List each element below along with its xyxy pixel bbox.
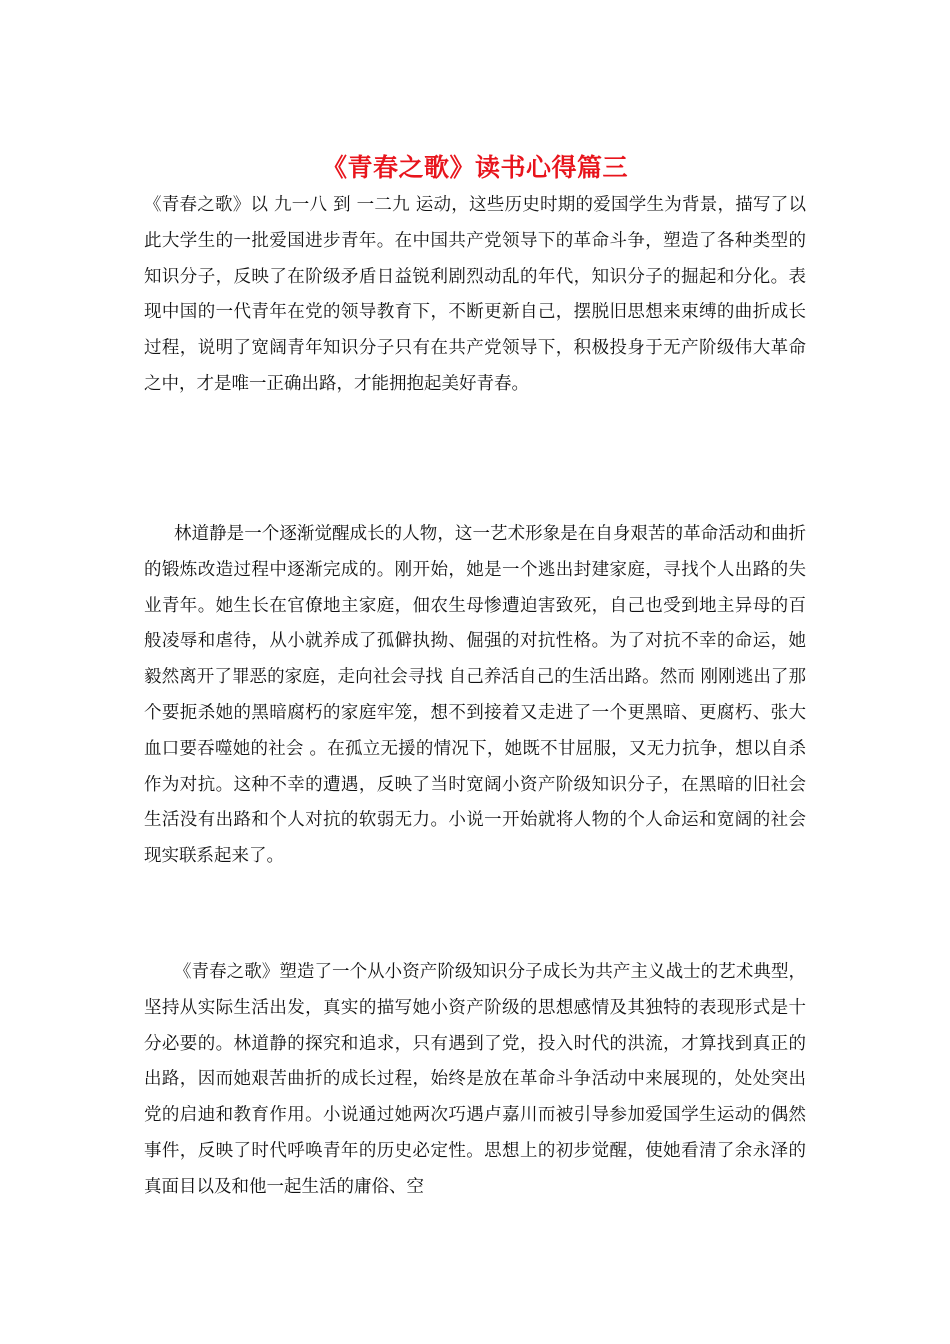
- paragraph-1: 《青春之歌》以 九一八 到 一二九 运动，这些历史时期的爱国学生为背景，描写了以此大学生的一批爱国进步青年。在中国共产党领导下的革命斗争，塑造了各种类型的知识分子，反映了在阶级矛盾日益锐利剧烈动乱的年代，知识分子的掘起和分化。表现中国的一代青年在党的领导教育下，不断更新自己，摆脱旧思想来束缚的曲折成长过程，说明了宽阔青年知识分子只有在共产党领导下，积极投身于无产阶级伟大革命之中，才是唯一正确出路，才能拥抱起美好青春。: [144, 195, 806, 394]
- paragraph-2: 林道静是一个逐渐觉醒成长的人物，这一艺术形象是在自身艰苦的革命活动和曲折的锻炼改造过程中逐渐完成的。刚开始，她是一个逃出封建家庭，寻找个人出路的失业青年。她生长在官僚地主家庭，佃农生母惨遭迫害致死，自己也受到地主异母的百般凌辱和虐待，从小就养成了孤僻执拗、倔强的对抗性格。为了对抗不幸的命运，她毅然离开了罪恶的家庭，走向社会寻找 自己养活自己的生活出路。然而 刚刚逃出了那个要扼杀她的黑暗腐朽的家庭牢笼，想不到接着又走进了一个更黑暗、更腐朽、张大血口要吞噬她的社会 。在孤立无援的情况下，她既不甘屈服，又无力抗争，想以自杀作为对抗。这种不幸的遭遇，反映了当时宽阔小资产阶级知识分子，在黑暗的旧社会生活没有出路和个人对抗的软弱无力。小说一开始就将人物的个人命运和宽阔的社会现实联系起来了。: [144, 524, 806, 867]
- document-title: 《青春之歌》读书心得篇三: [321, 153, 628, 182]
- paragraph-3: 《青春之歌》塑造了一个从小资产阶级知识分子成长为共产主义战士的艺术典型，坚持从实际生活出发，真实的描写她小资产阶级的思想感情及其独特的表现形式是十分必要的。林道静的探究和追求，只有遇到了党，投入时代的洪流，才算找到真正的出路，因而她艰苦曲折的成长过程，始终是放在革命斗争活动中来展现的，处处突出党的启迪和教育作用。小说通过她两次巧遇卢嘉川而被引导参加爱国学生运动的偶然事件，反映了时代呼唤青年的历史必定性。思想上的初步觉醒，使她看清了余永泽的真面目以及和他一起生活的庸俗、空: [144, 962, 806, 1197]
